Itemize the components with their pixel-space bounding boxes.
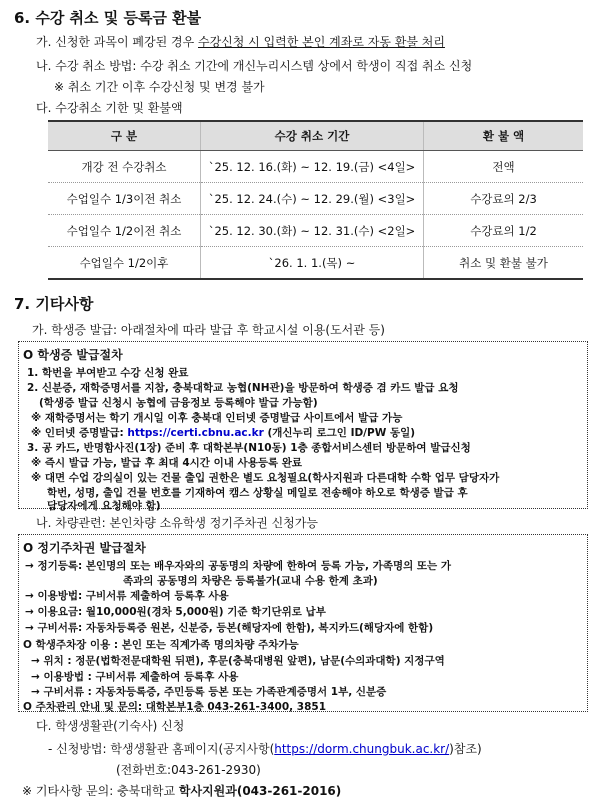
table-row <box>48 247 583 280</box>
table-header: 환 불 액 <box>424 121 584 151</box>
box1-line-text: ※ 인터넷 증명발급: <box>31 427 128 439</box>
footer-bold: 학사지원과(043-261-2016) <box>178 784 342 798</box>
table-cell: `26. 1. 1.(목) ~ <box>201 247 424 280</box>
box2-line: 족과의 공동명의 차량은 등록불가(교내 수용 한계 초과) <box>123 575 378 587</box>
box2-line: → 위치 : 정문(법학전문대학원 뒤편), 후문(충북대병원 앞편), 남문(수의과대학) 지정구역 <box>31 655 445 667</box>
s6-item-ga <box>36 33 445 50</box>
refund-table <box>48 120 583 280</box>
box2-line: → 이용요금: 월10,000원(경차 5,000원) 기준 학기단위로 납부 <box>25 606 326 618</box>
s7-item-ga: 가. 학생증 발급: 아래절차에 따라 발급 후 학교시설 이용(도서관 등) <box>32 323 385 337</box>
box2-line: O 학생주차장 이용 : 본인 또는 직계가족 명의차량 주차가능 <box>23 639 299 651</box>
table-row <box>48 215 583 247</box>
box2-line: → 정기등록: 본인명의 또는 배우자와의 공동명의 차량에 한하여 등록 가능, 가족명의 또는 가 <box>25 560 451 572</box>
dorm-phone: (전화번호:043-261-2930) <box>116 763 261 777</box>
table-header: 수강 취소 기간 <box>201 121 424 151</box>
table-header-row <box>48 121 583 151</box>
dorm-apply-text: - 신청방법: 학생생활관 홈페이지(공지사항( <box>48 742 275 756</box>
dorm-apply-line <box>48 740 482 757</box>
table-header: 구 분 <box>48 121 201 151</box>
table-cell: `25. 12. 16.(화) ~ 12. 19.(금) <4일> <box>201 151 424 183</box>
box2-title: O 정기주차권 발급절차 <box>23 541 146 555</box>
box1-line: (학생증 발급 신청시 농협에 금융정보 등록해야 발급 가능함) <box>39 397 318 409</box>
box2-line: → 구비서류 : 자동차등록증, 주민등록 등본 또는 가족관계증명서 1부, 신분증 <box>31 686 387 698</box>
box1-line: ※ 즉시 발급 가능, 발급 후 최대 4시간 이내 사용등록 완료 <box>31 457 303 469</box>
table-cell: 취소 및 환불 불가 <box>424 247 584 280</box>
dorm-apply-text: )참조) <box>449 742 482 756</box>
table-cell: 수강료의 2/3 <box>424 183 584 215</box>
s6-item-na-note: ※ 취소 기간 이후 수강신청 및 변경 불가 <box>54 80 265 94</box>
box1-title: O 학생증 발급절차 <box>23 348 123 362</box>
s7-item-da: 다. 학생생활관(기숙사) 신청 <box>36 719 185 733</box>
table-row <box>48 183 583 215</box>
s6-item-ga-underlined: 수강신청 시 입력한 본인 계좌로 자동 환불 처리 <box>198 35 445 49</box>
table-cell: 수강료의 1/2 <box>424 215 584 247</box>
table-cell: 개강 전 수강취소 <box>48 151 201 183</box>
footer-inquiry <box>22 782 341 799</box>
student-id-procedure-box <box>18 341 588 512</box>
box1-line-text: (개신누리 로그인 ID/PW 동일) <box>263 427 416 439</box>
table-cell: `25. 12. 24.(수) ~ 12. 29.(월) <3일> <box>201 183 424 215</box>
box2-line: O 주차관리 안내 및 문의: 대학본부1층 043-261-3400, 3851 <box>23 701 327 713</box>
footer-text: ※ 기타사항 문의: 충북대학교 <box>22 784 179 798</box>
table-cell: 전액 <box>424 151 584 183</box>
table-cell: 수업일수 1/3이전 취소 <box>48 183 201 215</box>
certi-link[interactable]: https://certi.cbnu.ac.kr <box>127 427 264 439</box>
box2-line: → 이용방법: 구비서류 제출하여 등록후 사용 <box>25 590 229 602</box>
box1-line <box>31 425 415 440</box>
section-7-title: 7. 기타사항 <box>14 295 94 313</box>
box1-line: 1. 학번을 부여받고 수강 신청 완료 <box>27 367 189 379</box>
s6-item-na: 나. 수강 취소 방법: 수강 취소 기간에 개신누리시스템 상에서 학생이 직접 취소 신청 <box>36 59 473 73</box>
table-cell: `25. 12. 30.(화) ~ 12. 31.(수) <2일> <box>201 215 424 247</box>
box1-line: 2. 신분증, 재학증명서를 지참, 충북대학교 농협(NH관)을 방문하여 학생증 겸 카드 발급 요청 <box>27 382 459 394</box>
box1-line: ※ 재학증명서는 학기 개시일 이후 충북대 인터넷 증명발급 사이트에서 발급 가능 <box>31 412 403 424</box>
box1-line: 담당자에게 요청해야 함) <box>47 500 161 512</box>
table-row <box>48 151 583 183</box>
s6-item-ga-text: 가. 신청한 과목이 폐강된 경우 <box>36 35 198 49</box>
box1-line: 학번, 성명, 출입 건물 번호를 기재하여 캠스 상황실 메일로 전송해야 하오로 학생증 발급 후 <box>47 487 468 499</box>
section-6-title: 6. 수강 취소 및 등록금 환불 <box>14 9 202 27</box>
table-cell: 수업일수 1/2이후 <box>48 247 201 280</box>
box1-line: ※ 대면 수업 강의실이 있는 건물 출입 권한은 별도 요청필요(학사지원과 다른대학 수학 업무 담당자가 <box>31 472 500 484</box>
box2-line: → 이용방법 : 구비서류 제출하여 등록후 사용 <box>31 671 239 683</box>
dorm-link[interactable]: https://dorm.chungbuk.ac.kr/ <box>274 742 450 756</box>
parking-procedure-box <box>18 534 588 712</box>
s6-item-da: 다. 수강취소 기한 및 환불액 <box>36 101 183 115</box>
box2-line: → 구비서류: 자동차등록증 원본, 신분증, 등본(해당자에 한함), 복지카드(해당자에 한함) <box>25 622 434 634</box>
table-cell: 수업일수 1/2이전 취소 <box>48 215 201 247</box>
box1-line: 3. 공 카드, 반명함사진(1장) 준비 후 대학본부(N10동) 1층 종합서비스센터 방문하여 발급신청 <box>27 442 471 454</box>
s7-item-na: 나. 차량관련: 본인차량 소유학생 정기주차권 신청가능 <box>36 516 318 530</box>
